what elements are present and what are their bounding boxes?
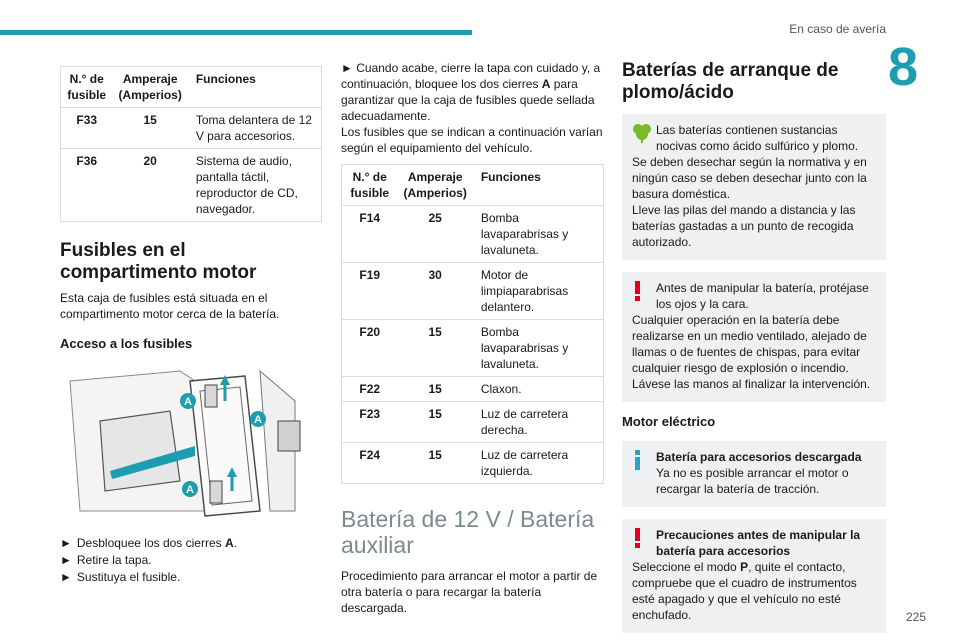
col-header-functions: Funciones [473,165,604,206]
list-item: ► Sustituya el fusible. [60,570,181,584]
col-header-fuse: N.° de fusible [342,165,398,206]
section-heading-engine-fuses: Fusibles en el compartimento motor [60,240,257,283]
table-row [342,206,604,263]
table-row [342,443,604,484]
fuse-function: Toma delantera de 12 V para accesorios. [188,108,322,149]
info-icon [632,449,644,475]
fuse-amperage: 25 [398,206,473,263]
table-header-row [61,67,322,108]
fuse-amperage: 30 [398,263,473,320]
fuse-steps [60,535,322,586]
fuse-function: Luz de carretera derecha. [473,402,604,443]
engine-fuses-intro: Esta caja de fusibles está situada en el compartimento motor cerca de la batería. [60,291,280,321]
column-1 [60,60,322,586]
warning-icon [632,527,644,553]
fuse-function: Luz de carretera izquierda. [473,443,604,484]
fuse-amperage: 20 [113,149,188,222]
table-row [342,263,604,320]
column-2 [341,60,604,616]
table-header-row [342,165,604,206]
warning-callout-accessory-battery: Precauciones antes de manipular la batería para accesorios Seleccione el modo P, quite el contacto, compruebe que el cuadro de instrumentos esté apagado y que el vehículo no esté enchufado. [622,519,886,633]
arrow-icon: ► [60,536,72,550]
fuse-number: F19 [342,263,398,320]
fuse-number: F22 [342,377,398,402]
col-header-fuse: N.° de fusible [61,67,113,108]
warning-icon [632,280,644,306]
col-header-amperage: Amperaje (Amperios) [398,165,473,206]
fuse-amperage: 15 [398,443,473,484]
fuse-function: Sistema de audio, pantalla táctil, reproductor de CD, navegador. [188,149,322,222]
fuse-number: F36 [61,149,113,222]
chapter-number: 8 [888,37,919,97]
fuse-number: F23 [342,402,398,443]
arrow-icon: ► [60,553,72,567]
subheading-access-fuses: Acceso a los fusibles [60,336,193,351]
fuse-function: Motor de limpiaparabrisas delantero. [473,263,604,320]
table-row [342,320,604,377]
fuse-amperage: 15 [113,108,188,149]
table-row [61,108,322,149]
warning-callout-battery: Antes de manipular la batería, protéjase los ojos y la cara. Cualquier operación en la batería debe realizarse en un medio ventilado, alejado de llamas o de fuentes de chispas, para evitar cualquier riesgo de explosión o incendio. Lávese las manos al finalizar la intervención. [622,272,886,402]
fuse-function: Claxon. [473,377,604,402]
table-row [342,377,604,402]
fuse-table-1 [60,66,322,222]
arrow-icon: ► [60,570,72,584]
fuse-box-drawing [60,361,322,521]
fuse-amperage: 15 [398,377,473,402]
fuse-number: F20 [342,320,398,377]
callout-label-a: A [254,414,262,426]
fuse-number: F14 [342,206,398,263]
callout-label-a: A [186,484,194,496]
list-item: ► Desbloquee los dos cierres A. [60,536,237,550]
callout-label-a: A [184,396,192,408]
fuse-amperage: 15 [398,402,473,443]
col-header-amperage: Amperaje (Amperios) [113,67,188,108]
table-row [342,402,604,443]
subheading-electric-motor: Motor eléctrico [622,414,716,429]
fuse-number: F24 [342,443,398,484]
fuse-function: Bomba lavaparabrisas y lavaluneta. [473,320,604,377]
table-row [61,149,322,222]
page-number: 225 [905,610,926,624]
fuse-box-illustration [60,361,322,521]
eco-callout: Las baterías contienen sustancias nocivas como ácido sulfúrico y plomo. Se deben desechar según la normativa y en ningún caso se deben desechar junto con la basura doméstica. Lleve las pilas del mando a distancia y las baterías gastadas a un punto de recogida autorizado. [622,114,886,260]
arrow-icon: ► [341,61,353,75]
fuse-amperage: 15 [398,320,473,377]
list-item: ► Retire la tapa. [60,553,152,567]
section-heading-lead-acid: Baterías de arranque de plomo/ácido [622,60,839,103]
fuse-table-2 [341,164,604,484]
leaf-icon [632,122,652,148]
col-header-functions: Funciones [188,67,322,108]
section-heading-12v-battery: Batería de 12 V / Batería auxiliar [341,506,595,558]
header-accent-bar [0,30,472,35]
fuse-number: F33 [61,108,113,149]
fuse-function: Bomba lavaparabrisas y lavaluneta. [473,206,604,263]
column-3 [622,60,886,633]
running-header: En caso de avería [789,22,886,36]
closing-instruction: ► Cuando acabe, cierre la tapa con cuidado y, a continuación, bloquee los dos cierres A para garantizar que la caja de fusibles quede sellada adecuadamente. [341,61,601,123]
fuse-variation-note: Los fusibles que se indican a continuación varían según el equipamiento del vehículo. [341,125,603,155]
info-callout: Batería para accesorios descargada Ya no es posible arrancar el motor o recargar la batería de tracción. [622,441,886,507]
battery-procedure-text: Procedimiento para arrancar el motor a partir de otra batería o para recargar la batería descargada. [341,569,598,615]
